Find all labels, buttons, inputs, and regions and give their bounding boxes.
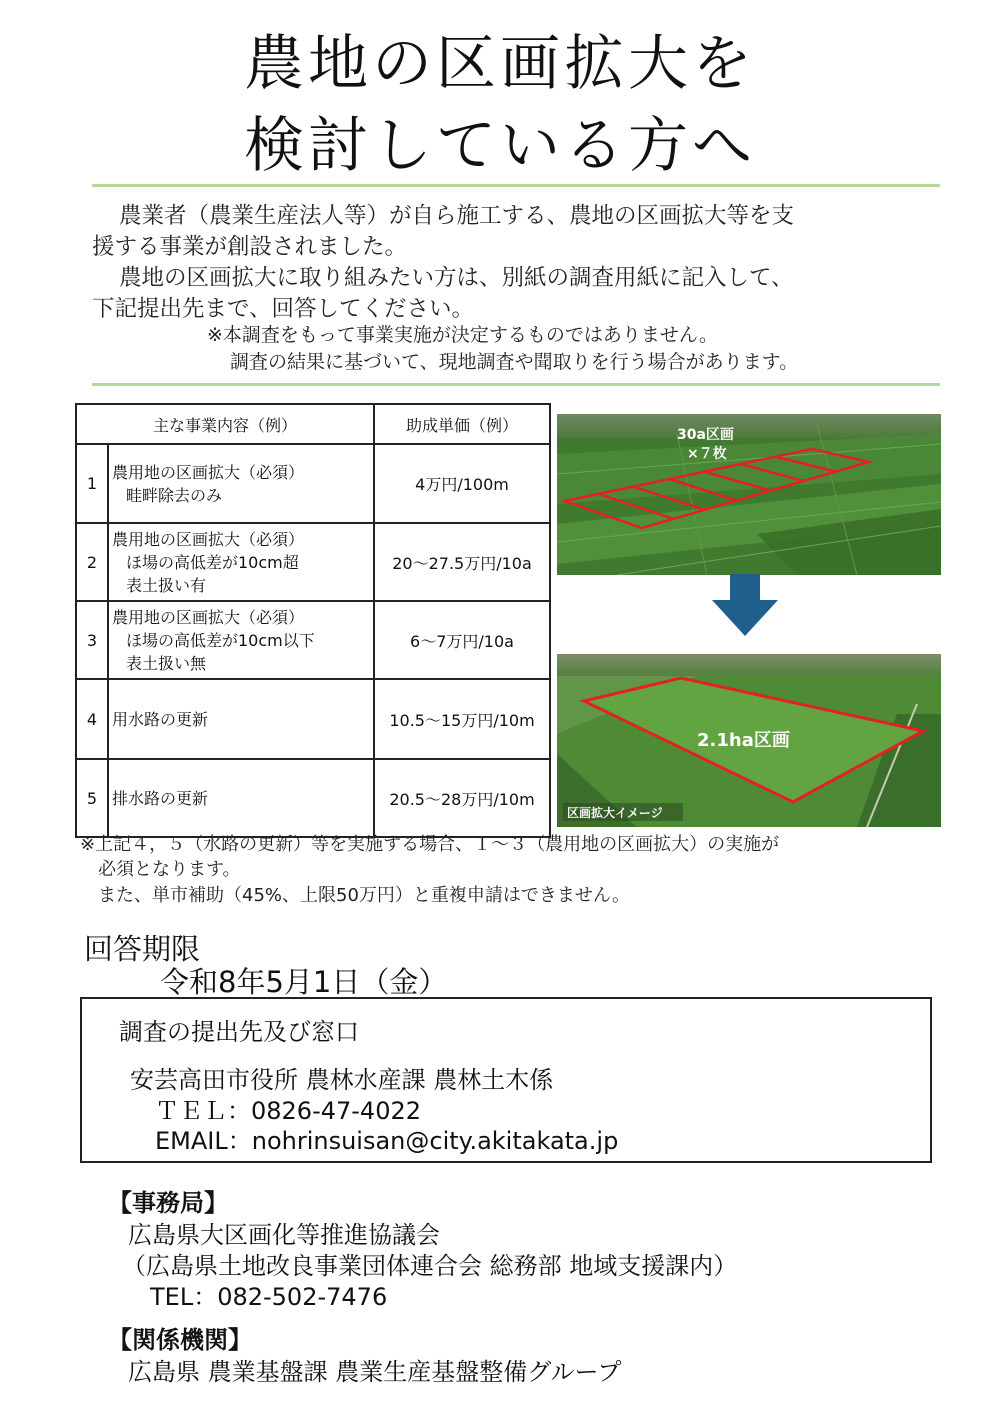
row-content [108,601,374,679]
footnote-line3: また、単市補助（45%、上限50万円）と重複申請はできません。 [98,885,630,906]
row-price: 20.5～28万円/10m [374,759,550,837]
page-title-line1: 農地の区画拡大を [244,29,756,99]
related-heading: 【関係機関】 [108,1326,252,1354]
row-price: 10.5～15万円/10m [374,679,550,759]
secretariat-tel: TEL：082-502-7476 [150,1283,388,1311]
row-number: 1 [76,444,108,523]
before-label2: ×７枚 [687,446,727,462]
deadline-date: 令和8年5月1日（金） [160,965,448,999]
intro-p1a: 農業者（農業生産法人等）が自ら施工する、農地の区画拡大等を支 [119,203,795,229]
row-content [108,523,374,601]
row-main: 農用地の区画拡大（必須） [112,462,305,482]
field-before-image [557,414,941,575]
related-org: 広島県 農業基盤課 農業生産基盤整備グループ [128,1358,622,1386]
table-row [76,444,550,523]
contact-email: EMAIL：nohrinsuisan@city.akitakata.jp [155,1127,619,1155]
footnote-line2: 必須となります。 [98,859,241,880]
row-number: 3 [76,601,108,679]
row-content: 用水路の更新 [108,679,374,759]
photo-caption: 区画拡大イメージ [567,806,663,820]
row-price: 4万円/100m [374,444,550,523]
row-number: 2 [76,523,108,601]
page-title-line2: 検討している方へ [244,111,756,181]
contact-tel: ＴＥＬ：0826-47-4022 [155,1097,422,1125]
row-price: 20～27.5万円/10a [374,523,550,601]
row-content: 排水路の更新 [108,759,374,837]
row-number: 4 [76,679,108,759]
row-sub: 表土扱い有 [126,575,207,595]
row-main: 農用地の区画拡大（必須） [112,607,305,627]
row-sub: 表土扱い無 [126,653,207,673]
secretariat-heading: 【事務局】 [108,1189,228,1217]
row-content [108,444,374,523]
intro-p1b: 援する事業が創設されました。 [92,234,408,260]
field-photo-after [557,654,941,827]
intro-note2: 調査の結果に基づいて、現地調査や聞取りを行う場合があります。 [230,351,799,373]
intro-p2b: 下記提出先まで、回答してください。 [92,296,475,322]
row-number: 5 [76,759,108,837]
secretariat-dept: （広島県土地改良事業団体連合会 総務部 地域支援課内） [122,1252,738,1280]
row-sub: 畦畔除去のみ [126,485,223,505]
field-after-image [557,654,941,827]
arrow-down-icon [712,574,778,636]
row-sub: ほ場の高低差が10cm超 [126,552,299,572]
divider-top [92,184,940,187]
row-sub: ほ場の高低差が10cm以下 [126,630,315,650]
table-row [76,601,550,679]
contact-heading: 調査の提出先及び窓口 [119,1018,359,1046]
table-row [76,679,550,759]
footnote-line1: ※上記４，５（水路の更新）等を実施する場合、１～３（農用地の区画拡大）の実施が [80,834,780,855]
after-label: 2.1ha区画 [697,730,790,751]
intro-note1: ※本調査をもって事業実施が決定するものではありません。 [207,324,719,346]
intro-p2a: 農地の区画拡大に取り組みたい方は、別紙の調査用紙に記入して、 [119,265,794,291]
table-row [76,759,550,837]
before-label1: 30a区画 [677,427,734,443]
deadline-label: 回答期限 [84,932,201,966]
table-header-row [76,404,550,444]
row-price: 6～7万円/10a [374,601,550,679]
row-main: 農用地の区画拡大（必須） [112,529,305,549]
divider-bottom [92,383,940,386]
header-content: 主な事業内容（例） [76,404,374,444]
header-price: 助成単価（例） [374,404,550,444]
field-photo-before [557,414,941,575]
secretariat-org: 広島県大区画化等推進協議会 [128,1221,440,1249]
table-row [76,523,550,601]
subsidy-table [75,403,551,838]
contact-office: 安芸高田市役所 農林水産課 農林土木係 [130,1066,554,1094]
